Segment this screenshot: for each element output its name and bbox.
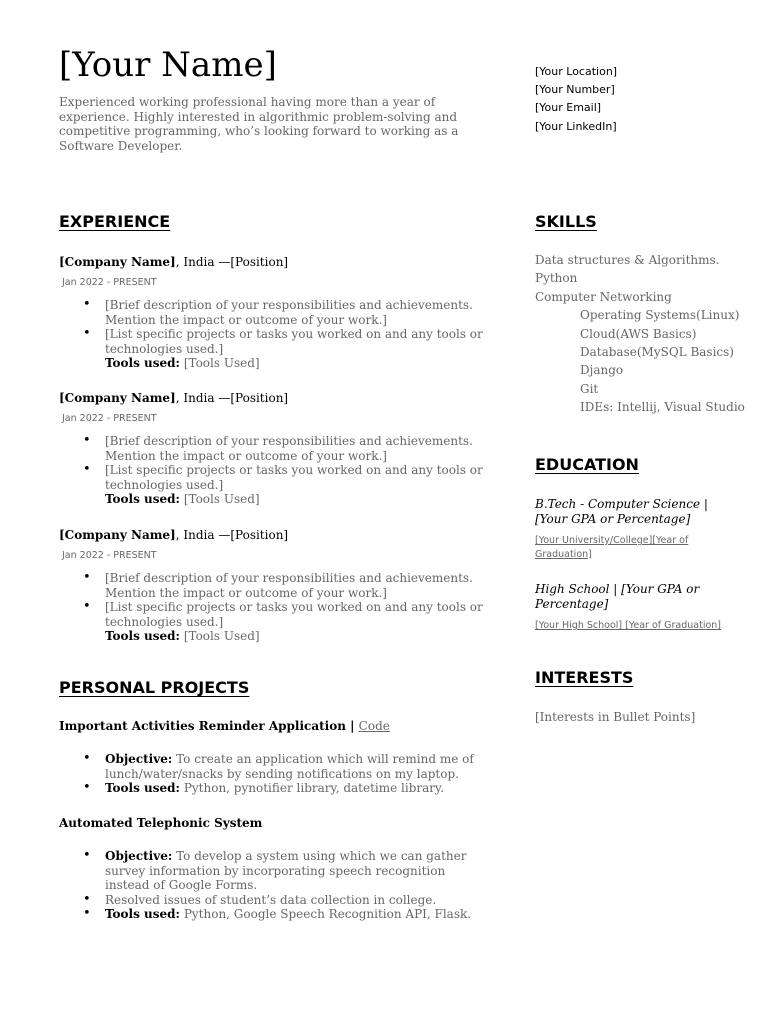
job-bullet: • [Brief description of your responsibilities and achievements. Mention the impact or outcome of your work.] (83, 298, 483, 327)
summary: Experienced working professional having more than a year of experience. Highly interested in algorithmic problem-solving and competitive programming, who’s looking forward to working as a Software Developer. (59, 95, 459, 153)
skills-heading: SKILLS (535, 212, 597, 231)
skill-item: Data structures & Algorithms. (535, 253, 720, 267)
job-bullet: • [List specific projects or tasks you worked on and any tools or technologies used.] (83, 600, 483, 629)
education-source: [Your High School] [Year of Graduation] (535, 620, 722, 631)
tools-label: Tools used: (105, 492, 180, 506)
contact-location: [Your Location] (535, 65, 618, 78)
skill-sub-item: Operating Systems(Linux) (580, 308, 740, 323)
skill-item: Python (535, 271, 578, 286)
project-objective (83, 849, 483, 893)
project-bullets (83, 849, 483, 922)
job-date: Jan 2022 - PRESENT (62, 413, 157, 424)
job-location-position: , India —[Position] (175, 528, 289, 542)
contact-email: [Your Email] (535, 101, 602, 115)
interests-text: [Interests in Bullet Points] (535, 710, 696, 724)
job-bullets (83, 298, 483, 371)
company-name: [Company Name] (59, 391, 176, 405)
objective-label: Objective: (105, 849, 173, 863)
project-tools (83, 907, 483, 922)
skill-sub-item: Database(MySQL Basics) (580, 345, 734, 360)
tools-label: Tools used: (105, 781, 180, 795)
skill-sub-item: Git (580, 381, 599, 396)
skill-sub-item: Cloud(AWS Basics) (580, 326, 697, 341)
project-objective (83, 752, 483, 781)
tools-value: Python, Google Speech Recognition API, Flask. (180, 907, 472, 921)
job-bullet: • [List specific projects or tasks you worked on and any tools or technologies used.] (83, 463, 483, 492)
job-title (59, 255, 288, 269)
job-bullet: • [Brief description of your responsibilities and achievements. Mention the impact or outcome of your work.] (83, 571, 483, 600)
job-location-position: , India —[Position] (175, 255, 289, 269)
company-name: [Company Name] (59, 528, 176, 542)
job-location-position: , India —[Position] (175, 391, 289, 405)
job-bullets (83, 434, 483, 507)
tools-label: Tools used: (105, 907, 180, 921)
project-title (59, 719, 390, 733)
education-source: [Your University/College][Year of Graduation] (535, 535, 689, 560)
skills-list (535, 251, 745, 417)
project-title: Automated Telephonic System (59, 816, 263, 830)
job-bullets (83, 571, 483, 644)
contact-number: [Your Number] (535, 83, 615, 97)
contact-block (535, 63, 617, 136)
skill-item: Computer Networking (535, 289, 672, 304)
job-tools (83, 356, 483, 371)
tools-value: [Tools Used] (180, 492, 260, 506)
experience-heading: EXPERIENCE (59, 212, 171, 231)
job-title (59, 528, 288, 542)
project-bullets (83, 752, 483, 796)
skill-sub-item: IDEs: Intellij, Visual Studio (580, 400, 745, 415)
tools-value: Python, pynotifier library, datetime library. (180, 781, 445, 795)
projects-heading: PERSONAL PROJECTS (59, 678, 250, 697)
objective-text: To create an application which will remind me of lunch/water/snacks by sending notifications on my laptop. (105, 752, 474, 781)
education-degree: High School | [Your GPA or Percentage] (535, 582, 700, 611)
job-date: Jan 2022 - PRESENT (62, 550, 157, 561)
contact-linkedin: [Your LinkedIn] (535, 119, 617, 133)
project-detail: • Resolved issues of student’s data collection in college. (83, 893, 483, 908)
project-code-link[interactable]: Code (358, 719, 390, 733)
job-date: Jan 2022 - PRESENT (62, 277, 157, 288)
objective-label: Objective: (105, 752, 173, 766)
project-name: Important Activities Reminder Application | (59, 719, 359, 733)
tools-value: [Tools Used] (180, 629, 260, 643)
objective-text: To develop a system using which we can gather survey information by incorporating speech recognition instead of Google Forms. (105, 849, 467, 892)
tools-value: [Tools Used] (180, 356, 260, 370)
tools-label: Tools used: (105, 629, 180, 643)
tools-label: Tools used: (105, 356, 180, 370)
job-tools (83, 629, 483, 644)
job-bullet: • [Brief description of your responsibilities and achievements. Mention the impact or outcome of your work.] (83, 434, 483, 463)
resume-name: [Your Name] (59, 45, 277, 85)
job-bullet: • [List specific projects or tasks you worked on and any tools or technologies used.] (83, 327, 483, 356)
job-title (59, 391, 288, 405)
education-heading: EDUCATION (535, 455, 639, 474)
interests-heading: INTERESTS (535, 668, 634, 687)
education-degree: B.Tech - Computer Science | [Your GPA or Percentage] (535, 497, 708, 526)
skill-sub-item: Django (580, 363, 624, 378)
company-name: [Company Name] (59, 255, 176, 269)
job-tools (83, 492, 483, 507)
project-tools (83, 781, 483, 796)
